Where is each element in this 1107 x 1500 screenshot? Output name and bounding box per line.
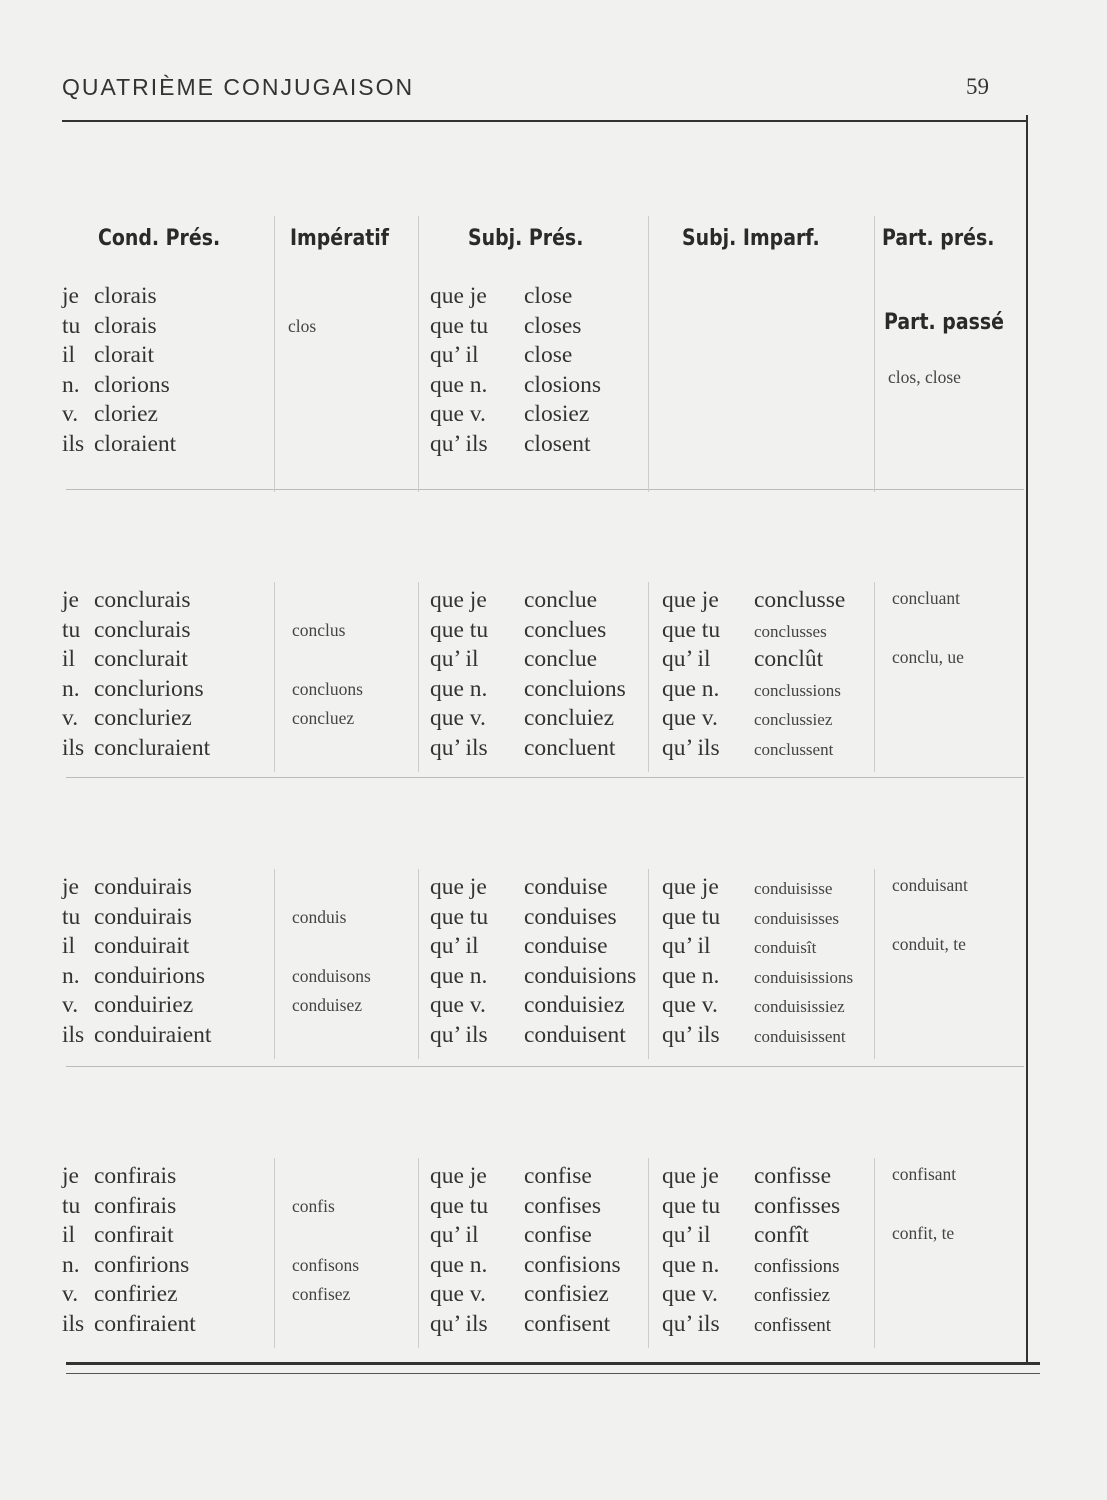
subj-pres-row: [430, 1310, 621, 1340]
verb-form: confirais: [94, 1163, 177, 1189]
imperatif-form: [292, 1021, 371, 1051]
cond-row: [62, 371, 176, 401]
verb-form: confise: [524, 1222, 592, 1249]
subj-pres-row: [430, 704, 626, 734]
cond-row: [62, 586, 210, 616]
pronoun: que tu: [430, 903, 489, 930]
pronoun: que v.: [430, 401, 486, 428]
verb-form: confiriez: [94, 1281, 178, 1308]
pronoun: que je: [430, 283, 487, 309]
imperatif-form: conclus: [292, 619, 346, 640]
pronoun: tu: [62, 616, 81, 643]
column-divider: [874, 216, 875, 492]
verb-form: closent: [524, 430, 591, 457]
verb-form: conclusse: [754, 587, 846, 613]
imperatif-form: conduisez: [292, 995, 362, 1016]
verb-form: close: [524, 283, 573, 309]
pronoun: que tu: [662, 903, 721, 930]
pronoun: qu’ il: [430, 933, 479, 960]
column-divider: [648, 582, 649, 772]
column-divider: [274, 1158, 275, 1348]
cond-row: [62, 704, 210, 734]
pronoun: que je: [662, 1163, 719, 1189]
pronoun: que v.: [430, 992, 486, 1019]
subj-pres-row: [430, 282, 601, 312]
pronoun: qu’ ils: [662, 734, 720, 761]
verb-form: confirions: [94, 1251, 190, 1278]
cond-row: [62, 675, 210, 705]
part-passe: conclu, ue: [892, 647, 964, 667]
imperatif-form: [292, 734, 363, 764]
column-divider: [274, 869, 275, 1059]
imperatif-form: clos: [288, 315, 317, 336]
subj-imparf-row: [662, 734, 845, 764]
page-title: QUATRIÈME CONJUGAISON: [62, 74, 415, 100]
subj-imparf-row: [662, 873, 853, 903]
pronoun: qu’ ils: [430, 430, 488, 457]
subj-pres-row: [430, 371, 601, 401]
verb-form: clorais: [94, 283, 157, 309]
verb-form: cloraient: [94, 430, 177, 457]
pronoun: que je: [662, 874, 719, 900]
pronoun: que v.: [662, 992, 718, 1019]
pronoun: v.: [62, 705, 79, 732]
pronoun: ils: [62, 734, 85, 761]
subj-pres-row: [430, 873, 636, 903]
column-divider: [418, 216, 419, 492]
pronoun: je: [62, 587, 79, 613]
column-divider: [274, 582, 275, 772]
subj-imparf-row: [662, 645, 845, 675]
imperatif-form: [292, 873, 371, 903]
pronoun: v.: [62, 401, 79, 428]
subj-pres-row: [430, 1251, 621, 1281]
verb-form: confissent: [754, 1314, 832, 1336]
pronoun: que tu: [662, 1192, 721, 1219]
verb-form: conduirais: [94, 874, 192, 900]
pronoun: n.: [62, 1251, 80, 1278]
imperatif-form: [292, 1310, 359, 1340]
verb-form: close: [524, 342, 573, 369]
part-pres: conduisant: [892, 875, 968, 895]
subj-imparf-row: [662, 1280, 840, 1310]
verb-form: concluriez: [94, 705, 192, 732]
cond-row: [62, 962, 211, 992]
subj-pres-row: [430, 341, 601, 371]
verb-form: confisent: [524, 1310, 611, 1337]
pronoun: que n.: [662, 675, 720, 702]
subj-imparf-column: [662, 586, 845, 764]
verb-form: conduirait: [94, 933, 190, 960]
verb-form: conclusses: [754, 621, 827, 641]
verb-form: clorions: [94, 371, 170, 398]
verb-form: confirais: [94, 1192, 177, 1219]
pronoun: ils: [62, 430, 85, 457]
verb-form: conduisît: [754, 938, 817, 958]
pronoun: il: [62, 933, 76, 960]
subj-pres-column: [430, 1162, 621, 1340]
verb-form: concluions: [524, 675, 626, 702]
subj-imparf-row: [662, 932, 853, 962]
verb-form: closions: [524, 371, 602, 398]
subj-pres-row: [430, 932, 636, 962]
pronoun: n.: [62, 962, 80, 989]
subj-imparf-row: [662, 1162, 840, 1192]
bottom-rule-thin: [66, 1373, 1040, 1374]
bottom-rule: [66, 1362, 1040, 1365]
cond-row: [62, 873, 211, 903]
cond-row: [62, 616, 210, 646]
imperatif-form: [288, 341, 316, 371]
column-divider: [274, 216, 275, 492]
pronoun: que v.: [430, 1281, 486, 1308]
subj-pres-row: [430, 1021, 636, 1051]
cond-row: [62, 1021, 211, 1051]
pronoun: ils: [62, 1310, 85, 1337]
cond-column: [62, 586, 210, 764]
column-divider: [874, 1158, 875, 1348]
subj-imparf-row: [662, 991, 853, 1021]
subj-imparf-row: [662, 704, 845, 734]
pronoun: que v.: [430, 705, 486, 732]
subj-pres-row: [430, 1280, 621, 1310]
col-header-subj-imparf: Subj. Imparf.: [682, 226, 820, 251]
pronoun: que n.: [662, 1251, 720, 1278]
verb-form: conclussions: [754, 680, 841, 700]
verb-form: conclurais: [94, 587, 191, 613]
pronoun: qu’ ils: [430, 1310, 488, 1337]
part-passe: conduit, te: [892, 934, 966, 954]
pronoun: qu’ il: [430, 342, 479, 369]
verb-form: conduiriez: [94, 992, 194, 1019]
pronoun: je: [62, 874, 79, 900]
pronoun: qu’ il: [430, 646, 479, 673]
pronoun: que tu: [430, 1192, 489, 1219]
pronoun: il: [62, 646, 76, 673]
verb-form: conduisissent: [754, 1026, 846, 1046]
imperatif-form: [292, 645, 363, 675]
cond-column: [62, 1162, 196, 1340]
verb-form: conclurions: [94, 675, 204, 702]
imperatif-form: conduis: [292, 906, 347, 927]
subj-imparf-row: [662, 1221, 840, 1251]
imperatif-form: conduisons: [292, 965, 371, 986]
column-divider: [648, 1158, 649, 1348]
cond-row: [62, 1310, 196, 1340]
imperatif-form: [292, 1221, 359, 1251]
verb-form: clorait: [94, 342, 155, 369]
verb-form: conduisisses: [754, 908, 839, 928]
subj-pres-row: [430, 586, 626, 616]
imperatif-column: [292, 1162, 359, 1340]
pronoun: qu’ il: [662, 646, 711, 673]
verb-form: conclurais: [94, 616, 191, 643]
verb-form: concluiez: [524, 705, 615, 732]
imperatif-form: [288, 400, 316, 430]
verb-form: concluraient: [94, 734, 211, 761]
pronoun: que je: [430, 1163, 487, 1189]
verb-form: conduisissions: [754, 967, 854, 987]
col-header-part-passe: Part. passé: [884, 310, 1004, 335]
pronoun: que tu: [662, 616, 721, 643]
verb-form: conclues: [524, 616, 607, 643]
pronoun: que je: [430, 874, 487, 900]
subj-imparf-row: [662, 1021, 853, 1051]
subj-imparf-row: [662, 616, 845, 646]
verb-form: conduisiez: [524, 992, 625, 1019]
right-rule: [1026, 115, 1028, 1365]
cond-row: [62, 645, 210, 675]
verb-form: conduise: [524, 933, 608, 960]
cond-row: [62, 932, 211, 962]
cond-row: [62, 991, 211, 1021]
pronoun: v.: [62, 1281, 79, 1308]
block-separator: [66, 1066, 1024, 1067]
cond-column: [62, 873, 211, 1051]
column-divider: [648, 869, 649, 1059]
pronoun: que je: [430, 587, 487, 613]
part-passe: clos, close: [888, 367, 961, 387]
pronoun: ils: [62, 1021, 85, 1048]
imperatif-form: [292, 1162, 359, 1192]
pronoun: n.: [62, 371, 80, 398]
imperatif-form: [288, 282, 316, 312]
imperatif-form: concluons: [292, 678, 363, 699]
subj-pres-row: [430, 991, 636, 1021]
verb-form: confiraient: [94, 1310, 196, 1337]
verb-form: confirait: [94, 1222, 174, 1249]
column-divider: [418, 869, 419, 1059]
pronoun: tu: [62, 903, 81, 930]
subj-imparf-row: [662, 1310, 840, 1340]
subj-imparf-column: [662, 1162, 840, 1340]
verb-form: confisse: [754, 1163, 832, 1189]
imperatif-column: [288, 282, 316, 460]
subj-pres-column: [430, 586, 626, 764]
subj-pres-row: [430, 400, 601, 430]
verb-form: closes: [524, 312, 582, 339]
imperatif-form: [288, 430, 316, 460]
pronoun: tu: [62, 1192, 81, 1219]
verb-form: conclue: [524, 587, 598, 613]
verb-form: conduisisse: [754, 879, 833, 898]
imperatif-form: confis: [292, 1195, 335, 1216]
pronoun: je: [62, 1163, 79, 1189]
verb-form: conduises: [524, 903, 617, 930]
pronoun: que n.: [430, 1251, 488, 1278]
verb-form: conduiraient: [94, 1021, 212, 1048]
verb-form: clorais: [94, 312, 157, 339]
verb-form: confissions: [754, 1255, 840, 1277]
pronoun: qu’ ils: [430, 1021, 488, 1048]
verb-form: closiez: [524, 401, 590, 428]
cond-row: [62, 1280, 196, 1310]
part-passe: confit, te: [892, 1223, 955, 1243]
column-divider: [418, 582, 419, 772]
cond-row: [62, 312, 176, 342]
pronoun: il: [62, 342, 76, 369]
subj-pres-column: [430, 282, 601, 460]
verb-form: conclue: [524, 646, 598, 673]
subj-pres-row: [430, 430, 601, 460]
verb-form: conduisent: [524, 1021, 626, 1048]
column-divider: [874, 582, 875, 772]
cond-row: [62, 1162, 196, 1192]
pronoun: qu’ ils: [430, 734, 488, 761]
subj-pres-row: [430, 1221, 621, 1251]
verb-form: conduisissiez: [754, 997, 845, 1017]
block-separator: [66, 489, 1024, 490]
verb-form: confisions: [524, 1251, 621, 1278]
cond-column: [62, 282, 176, 460]
part-pres: concluant: [892, 588, 961, 608]
subj-imparf-row: [662, 1251, 840, 1281]
cond-row: [62, 1251, 196, 1281]
verb-form: conduirions: [94, 962, 205, 989]
subj-pres-row: [430, 675, 626, 705]
subj-pres-row: [430, 645, 626, 675]
imperatif-form: concluez: [292, 708, 355, 729]
column-divider: [874, 869, 875, 1059]
verb-form: conduisions: [524, 962, 637, 989]
subj-pres-row: [430, 1192, 621, 1222]
imperatif-form: [288, 371, 316, 401]
imperatif-form: confisons: [292, 1254, 360, 1275]
subj-imparf-row: [662, 586, 845, 616]
pronoun: que n.: [430, 675, 488, 702]
pronoun: que je: [662, 587, 719, 613]
verb-form: conclussiez: [754, 710, 833, 730]
pronoun: tu: [62, 312, 81, 339]
verb-form: confise: [524, 1163, 592, 1189]
imperatif-column: [292, 586, 363, 764]
pronoun: qu’ ils: [662, 1310, 720, 1337]
pronoun: qu’ ils: [662, 1021, 720, 1048]
subj-imparf-row: [662, 1192, 840, 1222]
pronoun: n.: [62, 675, 80, 702]
pronoun: qu’ il: [662, 933, 711, 960]
part-pres: confisant: [892, 1164, 957, 1184]
pronoun: que n.: [430, 371, 488, 398]
col-header-part-pres: Part. prés.: [882, 226, 995, 251]
subj-pres-row: [430, 962, 636, 992]
verb-form: conclurait: [94, 646, 188, 673]
subj-pres-row: [430, 734, 626, 764]
verb-form: conduirais: [94, 903, 192, 930]
verb-form: conduise: [524, 874, 608, 900]
block-separator: [66, 777, 1024, 778]
subj-imparf-column: [662, 873, 853, 1051]
subj-pres-row: [430, 616, 626, 646]
verb-form: confises: [524, 1192, 602, 1219]
cond-row: [62, 430, 176, 460]
verb-form: conclût: [754, 646, 824, 673]
col-header-imperatif: Impératif: [290, 226, 389, 251]
verb-form: confissiez: [754, 1285, 830, 1307]
verb-form: confît: [754, 1222, 809, 1249]
pronoun: que tu: [430, 616, 489, 643]
pronoun: que v.: [662, 705, 718, 732]
pronoun: qu’ il: [430, 1222, 479, 1249]
column-divider: [648, 216, 649, 492]
pronoun: que n.: [662, 962, 720, 989]
pronoun: v.: [62, 992, 79, 1019]
col-header-subj-pres: Subj. Prés.: [468, 226, 584, 251]
subj-pres-column: [430, 873, 636, 1051]
cond-row: [62, 734, 210, 764]
top-rule: [62, 120, 1026, 122]
subj-imparf-row: [662, 903, 853, 933]
subj-imparf-row: [662, 962, 853, 992]
cond-row: [62, 400, 176, 430]
verb-form: confisses: [754, 1192, 841, 1219]
pronoun: que tu: [430, 312, 489, 339]
cond-row: [62, 1221, 196, 1251]
col-header-cond: Cond. Prés.: [98, 226, 221, 251]
subj-pres-row: [430, 312, 601, 342]
imperatif-column: [292, 873, 371, 1051]
imperatif-form: [292, 586, 363, 616]
column-divider: [418, 1158, 419, 1348]
cond-row: [62, 282, 176, 312]
pronoun: que n.: [430, 962, 488, 989]
cond-row: [62, 1192, 196, 1222]
pronoun: que v.: [662, 1281, 718, 1308]
subj-pres-row: [430, 903, 636, 933]
verb-form: conclussent: [754, 739, 834, 759]
verb-form: confisiez: [524, 1281, 609, 1308]
verb-form: cloriez: [94, 401, 158, 428]
imperatif-form: confisez: [292, 1284, 351, 1305]
subj-pres-row: [430, 1162, 621, 1192]
subj-imparf-row: [662, 675, 845, 705]
pronoun: je: [62, 283, 79, 309]
pronoun: qu’ il: [662, 1222, 711, 1249]
cond-row: [62, 903, 211, 933]
verb-form: concluent: [524, 734, 616, 761]
imperatif-form: [292, 932, 371, 962]
page-number: 59: [966, 74, 989, 99]
cond-row: [62, 341, 176, 371]
pronoun: il: [62, 1222, 76, 1249]
